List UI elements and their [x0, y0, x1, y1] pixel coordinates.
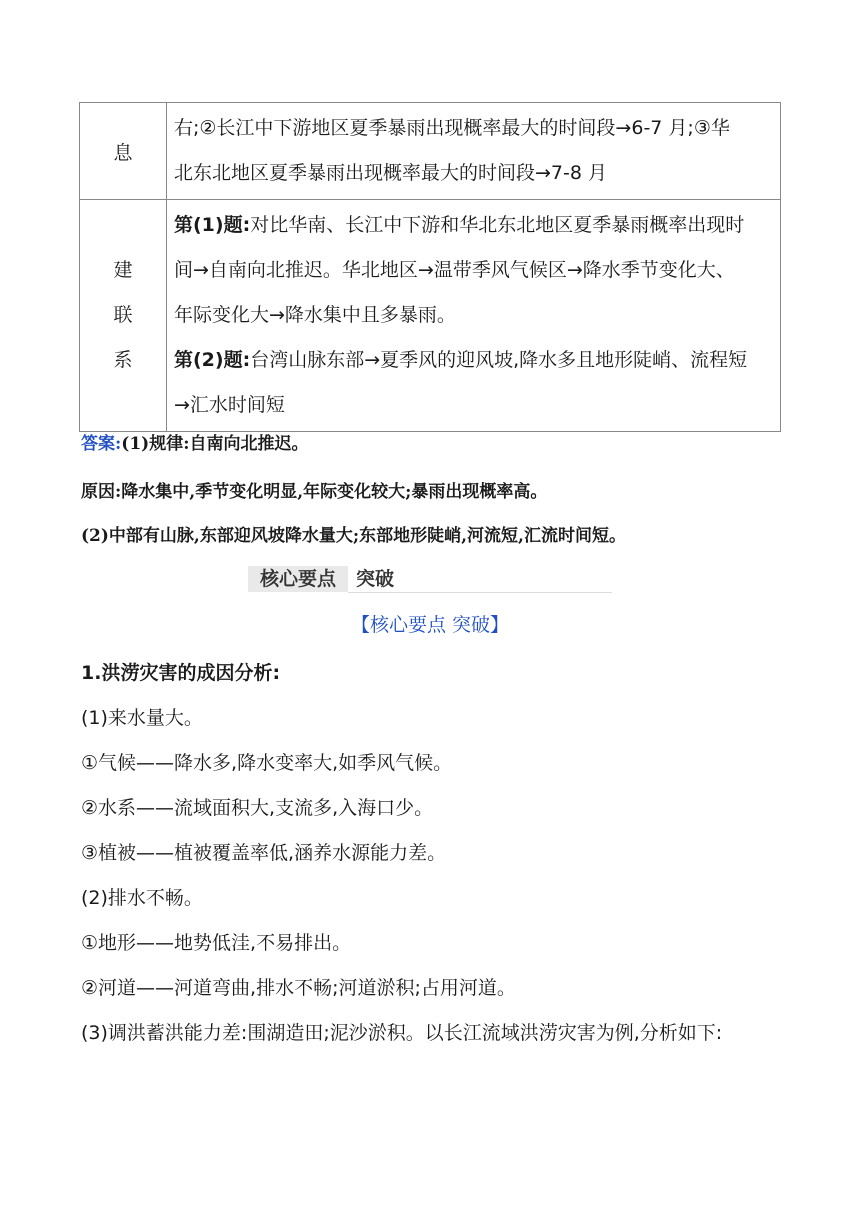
answer-label: 答案: — [81, 434, 122, 454]
banner-box-label: 核心要点 — [248, 566, 348, 592]
content-line: ②水系——流域面积大,支流多,入海口少。 — [81, 797, 434, 819]
text-line: 年际变化大→降水集中且多暴雨。 — [174, 304, 456, 326]
content-line: ③植被——植被覆盖率低,涵养水源能力差。 — [81, 842, 447, 864]
info-table — [79, 102, 781, 432]
text-line: →汇水时间短 — [174, 394, 285, 416]
row-label: 息 — [80, 103, 167, 200]
banner-rest-label: 突破 — [356, 568, 395, 590]
text-line — [174, 203, 775, 248]
text-line: 右;②长江中下游地区夏季暴雨出现概率最大的时间段→6-7 月;③华 — [174, 117, 730, 139]
question-1-prefix: 第(1)题: — [174, 214, 251, 236]
content-line: (1)来水量大。 — [81, 707, 203, 729]
answer-line-2: 原因:降水集中,季节变化明显,年际变化较大;暴雨出现概率高。 — [81, 482, 548, 502]
row-content — [167, 103, 781, 200]
content-heading: 1.洪涝灾害的成因分析: — [81, 662, 281, 684]
table-row — [80, 200, 781, 432]
row-label — [80, 200, 167, 432]
content-line: ②河道——河道弯曲,排水不畅;河道淤积;占用河道。 — [81, 977, 516, 999]
answer-line-3: (2)中部有山脉,东部迎风坡降水量大;东部地形陡峭,河流短,汇流时间短。 — [81, 526, 626, 546]
content-line: (3)调洪蓄洪能力差:围湖造田;泥沙淤积。以长江流域洪涝灾害为例,分析如下: — [81, 1022, 723, 1044]
content-line: (2)排水不畅。 — [81, 887, 203, 909]
row-content — [167, 200, 781, 432]
content-line: ①气候——降水多,降水变率大,如季风气候。 — [81, 752, 453, 774]
label-char: 系 — [113, 349, 133, 371]
question-2-text: 台湾山脉东部→夏季风的迎风坡,降水多且地形陡峭、流程短 — [250, 349, 748, 371]
answer-text: (1)规律:自南向北推迟。 — [121, 434, 309, 454]
section-title: 【核心要点 突破】 — [350, 614, 510, 636]
answer-line-1 — [81, 429, 308, 454]
text-line: 北东北地区夏季暴雨出现概率最大的时间段→7-8 月 — [174, 162, 607, 184]
section-banner — [248, 566, 612, 594]
banner-divider — [348, 592, 612, 593]
question-1-text: 对比华南、长江中下游和华北东北地区夏季暴雨概率出现时 — [250, 214, 745, 236]
content-line: ①地形——地势低洼,不易排出。 — [81, 932, 352, 954]
text-line — [174, 338, 775, 383]
label-char: 建 — [113, 259, 133, 281]
question-2-prefix: 第(2)题: — [174, 349, 251, 371]
text-line: 间→自南向北推迟。华北地区→温带季风气候区→降水季节变化大、 — [174, 259, 735, 281]
label-char: 联 — [113, 304, 133, 326]
table-row — [80, 103, 781, 200]
